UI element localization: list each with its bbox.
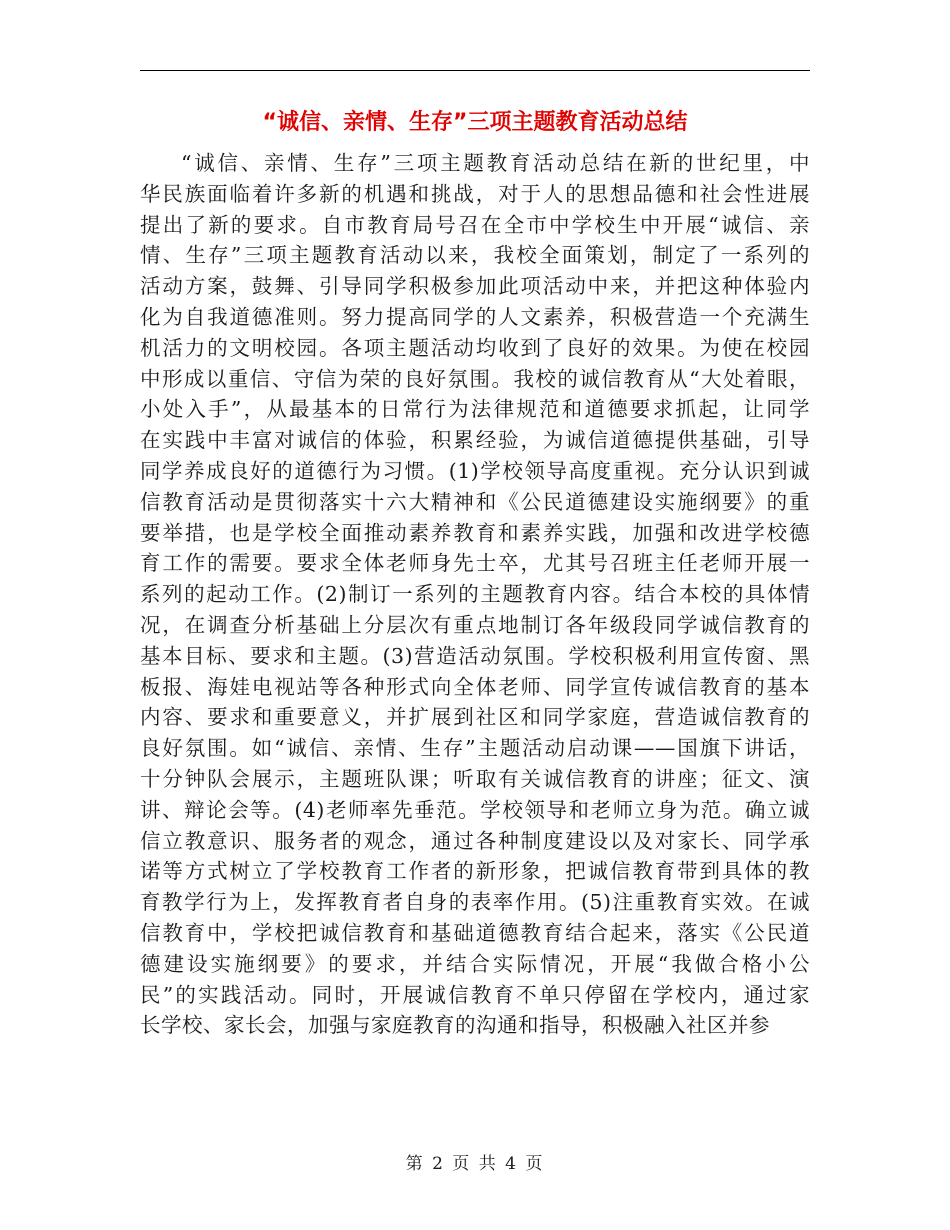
body-line: 化为自我道德准则。努力提高同学的人文素养，积极营造一个充满生: [140, 304, 810, 329]
body-line: 长学校、家长会，加强与家庭教育的沟通和指导，积极融入社区并参: [140, 1013, 770, 1038]
body-line: 情、生存”三项主题教育活动以来，我校全面策划，制定了一系列的: [140, 243, 810, 268]
body-line: 板报、海娃电视站等各种形式向全体老师、同学宣传诚信教育的基本: [140, 674, 810, 699]
body-line: 民”的实践活动。同时，开展诚信教育不单只停留在学校内，通过家: [140, 982, 810, 1007]
body-line: 讲、辩论会等。(4)老师率先垂范。学校领导和老师立身为范。确立诚: [140, 797, 810, 822]
body-line: 提出了新的要求。自市教育局号召在全市中学校生中开展“诚信、亲: [140, 212, 810, 237]
document-title: “诚信、亲情、生存”三项主题教育活动总结: [262, 110, 688, 135]
body-line: 诺等方式树立了学校教育工作者的新形象，把诚信教育带到具体的教: [140, 859, 810, 884]
body-line: 况，在调查分析基础上分层次有重点地制订各年级段同学诚信教育的: [140, 612, 810, 637]
body-line: 要举措，也是学校全面推动素养教育和素养实践，加强和改进学校德: [140, 520, 810, 545]
body-line: 小处入手”，从最基本的日常行为法律规范和道德要求抓起，让同学: [140, 397, 810, 422]
body-line: 基本目标、要求和主题。(3)营造活动氛围。学校积极利用宣传窗、黑: [140, 643, 810, 668]
body-line: 信教育中，学校把诚信教育和基础道德教育结合起来，落实《公民道: [140, 920, 810, 945]
body-line: 内容、要求和重要意义，并扩展到社区和同学家庭，营造诚信教育的: [140, 705, 810, 730]
body-line: 机活力的文明校园。各项主题活动均收到了良好的效果。为使在校园: [140, 335, 810, 360]
body-line: 良好氛围。如“诚信、亲情、生存”主题活动启动课——国旗下讲话，: [140, 736, 810, 761]
body-line: 活动方案，鼓舞、引导同学积极参加此项活动中来，并把这种体验内: [140, 274, 810, 299]
body-line: 信立教意识、服务者的观念，通过各种制度建设以及对家长、同学承: [140, 828, 810, 853]
body-line: 系列的起动工作。(2)制订一系列的主题教育内容。结合本校的具体情: [140, 582, 810, 607]
header-rule: [140, 70, 810, 71]
page-number: 第 2 页 共 4 页: [405, 1154, 545, 1174]
body-line: 育教学行为上，发挥教育者自身的表率作用。(5)注重教育实效。在诚: [140, 890, 810, 915]
body-line: 信教育活动是贯彻落实十六大精神和《公民道德建设实施纲要》的重: [140, 489, 810, 514]
body-line: 育工作的需要。要求全体老师身先士卒，尤其号召班主任老师开展一: [140, 551, 810, 576]
body-line: 十分钟队会展示，主题班队课；听取有关诚信教育的讲座；征文、演: [140, 766, 810, 791]
body-line: 华民族面临着许多新的机遇和挑战，对于人的思想品德和社会性进展: [140, 181, 810, 206]
body-line: “诚信、亲情、生存”三项主题教育活动总结在新的世纪里，中: [181, 151, 810, 175]
document-body: [140, 148, 810, 1041]
body-line: 在实践中丰富对诚信的体验，积累经验，为诚信道德提供基础，引导: [140, 428, 810, 453]
body-line: 同学养成良好的道德行为习惯。(1)学校领导高度重视。充分认识到诚: [140, 458, 810, 483]
body-line: 中形成以重信、守信为荣的良好氛围。我校的诚信教育从“大处着眼，: [140, 366, 810, 391]
body-line: 德建设实施纲要》的要求，并结合实际情况，开展“我做合格小公: [140, 951, 810, 976]
